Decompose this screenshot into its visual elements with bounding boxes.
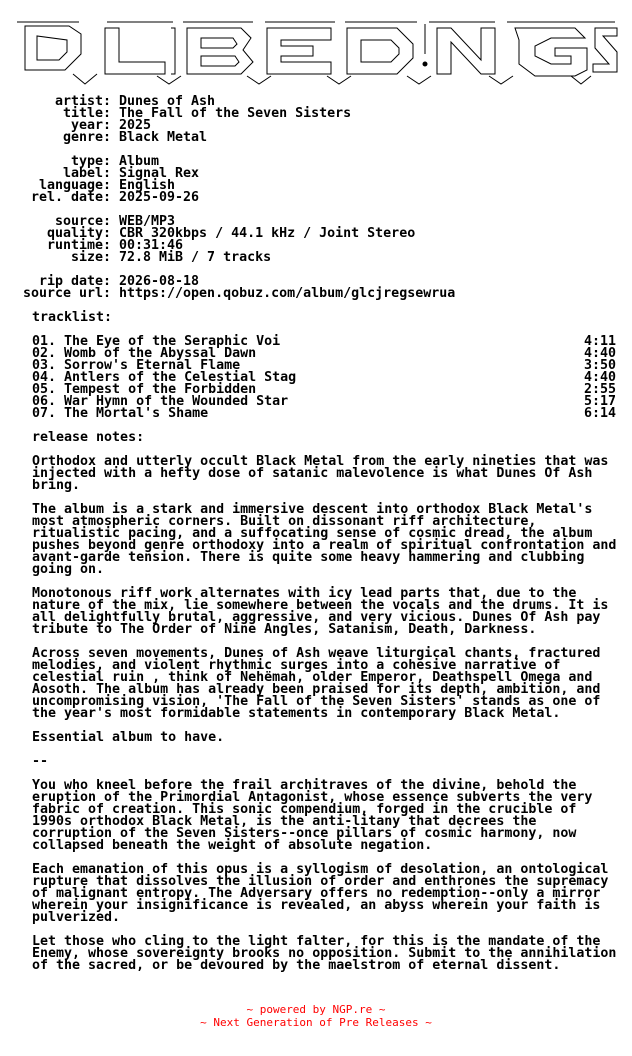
track-title: 07. The Mortal's Shame	[32, 406, 209, 421]
footer	[0, 1003, 632, 1029]
info-key: title:	[62, 106, 111, 121]
track-duration: 4:11	[583, 334, 616, 349]
track-duration: 3:50	[583, 358, 616, 373]
track-title: 06. War Hymn of the Wounded Star	[32, 394, 289, 409]
info-value: Album	[119, 154, 160, 169]
track-title: 04. Antlers of the Celestial Stag	[32, 370, 297, 385]
release-notes	[32, 456, 620, 984]
track-title: 05. Tempest of the Forbidden	[32, 382, 257, 397]
info-value: Signal Rex	[119, 166, 200, 181]
info-value: English	[119, 178, 176, 193]
release-notes-heading: release notes:	[32, 430, 145, 445]
track-title: 02. Womb of the Abyssal Dawn	[32, 346, 257, 361]
notes-paragraph: Across seven movements, Dunes of Ash weave liturgical chants, fractured melodies, and violent rhythmic surges into a cohesive narrative of celestial ruin , think of Nehëmah, older Emperor, Deathspell Omega and Aosoth. The album has already been praised for its depth, ambition, and uncompromising vision, 'The Fall of the Seven Sisters' stands as one of the year's most formidable statements in contemporary Black Metal.	[32, 646, 601, 721]
track-duration: 5:17	[583, 394, 616, 409]
info-key: source:	[54, 214, 111, 229]
notes-paragraph: The album is a stark and immersive descent into orthodox Black Metal's most atmospheric corners. Built on dissonant riff architecture, ritualistic pacing, and a suffocating sense of cosmic dread, the album pushes beyond genre orthodoxy into a realm of spiritual confrontation and avant-garde tension. There is quite some heavy hammering and clubbing going on.	[32, 502, 617, 577]
info-value: 2025-09-26	[119, 190, 200, 205]
info-value: 2025	[119, 118, 152, 133]
info-key: quality:	[46, 226, 111, 241]
track-title: 03. Sorrow's Eternal Flame	[32, 358, 241, 373]
notes-separator: --	[32, 754, 49, 769]
footer-powered-by: ~ powered by NGP.re ~	[246, 1003, 386, 1016]
info-key: size:	[70, 250, 111, 265]
info-value: CBR 320kbps / 44.1 kHz / Joint Stereo	[119, 226, 416, 241]
info-key: language:	[38, 178, 111, 193]
notes-paragraph: Orthodox and utterly occult Black Metal from the early nineties that was injected with a hefty dose of satanic malevolence is what Dunes Of Ash bring.	[32, 454, 609, 493]
info-key: rel. date:	[30, 190, 111, 205]
footer-tagline: ~ Next Generation of Pre Releases ~	[200, 1016, 432, 1029]
info-key: year:	[70, 118, 111, 133]
info-key: genre:	[62, 130, 111, 145]
info-key: type:	[70, 154, 111, 169]
info-value: 2026-08-18	[119, 274, 200, 289]
track-duration: 4:40	[583, 346, 616, 361]
notes-paragraph: Each emanation of this opus is a syllogism of desolation, an ontological rupture that dissolves the illusion of order and enthrones the supremacy of malignant entropy. The Adversary offers no redemption--only a mirror wherein your insignificance is revealed, an abyss wherein your faith is pulverized.	[32, 862, 609, 925]
info-key: runtime:	[46, 238, 111, 253]
source-url: https://open.qobuz.com/album/glcjregsewrua	[119, 286, 456, 301]
notes-paragraph: Essential album to have.	[32, 730, 225, 745]
info-value: The Fall of the Seven Sisters	[119, 106, 352, 121]
info-key: source url:	[22, 286, 111, 301]
notes-paragraph: You who kneel before the frail architraves of the divine, behold the eruption of the Primordial Antagonist, whose essence subverts the very fabric of creation. This sonic compendium, forged in the crucible of 1990s orthodox Black Metal, is the anti-litany that decrees the corruption of the Seven Sisters--once pillars of cosmic harmony, now collapsed beneath the weight of absolute negation.	[32, 778, 593, 853]
ascii-logo	[15, 14, 619, 86]
track-row	[32, 408, 616, 420]
track-duration: 4:40	[583, 370, 616, 385]
info-key: rip date:	[38, 274, 111, 289]
info-value: WEB/MP3	[119, 214, 176, 229]
track-title: 01. The Eye of the Seraphic Voi	[32, 334, 281, 349]
info-value: 72.8 MiB / 7 tracks	[119, 250, 272, 265]
info-value: Black Metal	[119, 130, 208, 145]
track-duration: 6:14	[583, 406, 616, 421]
tracklist	[32, 336, 616, 420]
notes-paragraph: Let those who cling to the light falter, for this is the mandate of the Enemy, whose sovereignty brooks no opposition. Submit to the annihilation of the sacred, or be devoured by the maelstrom of eternal dissent.	[32, 934, 617, 973]
track-duration: 2:55	[583, 382, 616, 397]
notes-paragraph: Monotonous riff work alternates with icy lead parts that, due to the nature of the mix, lie somewhere between the vocals and the drums. It is all delightfully brutal, aggressive, and very vicious. Dunes Of Ash pay tribute to The Order of Nine Angles, Satanism, Death, Darkness.	[32, 586, 609, 637]
info-key: artist:	[54, 94, 111, 109]
info-key: label:	[62, 166, 111, 181]
info-value: 00:31:46	[119, 238, 184, 253]
tracklist-heading: tracklist:	[32, 310, 113, 325]
info-value: Dunes of Ash	[119, 94, 216, 109]
